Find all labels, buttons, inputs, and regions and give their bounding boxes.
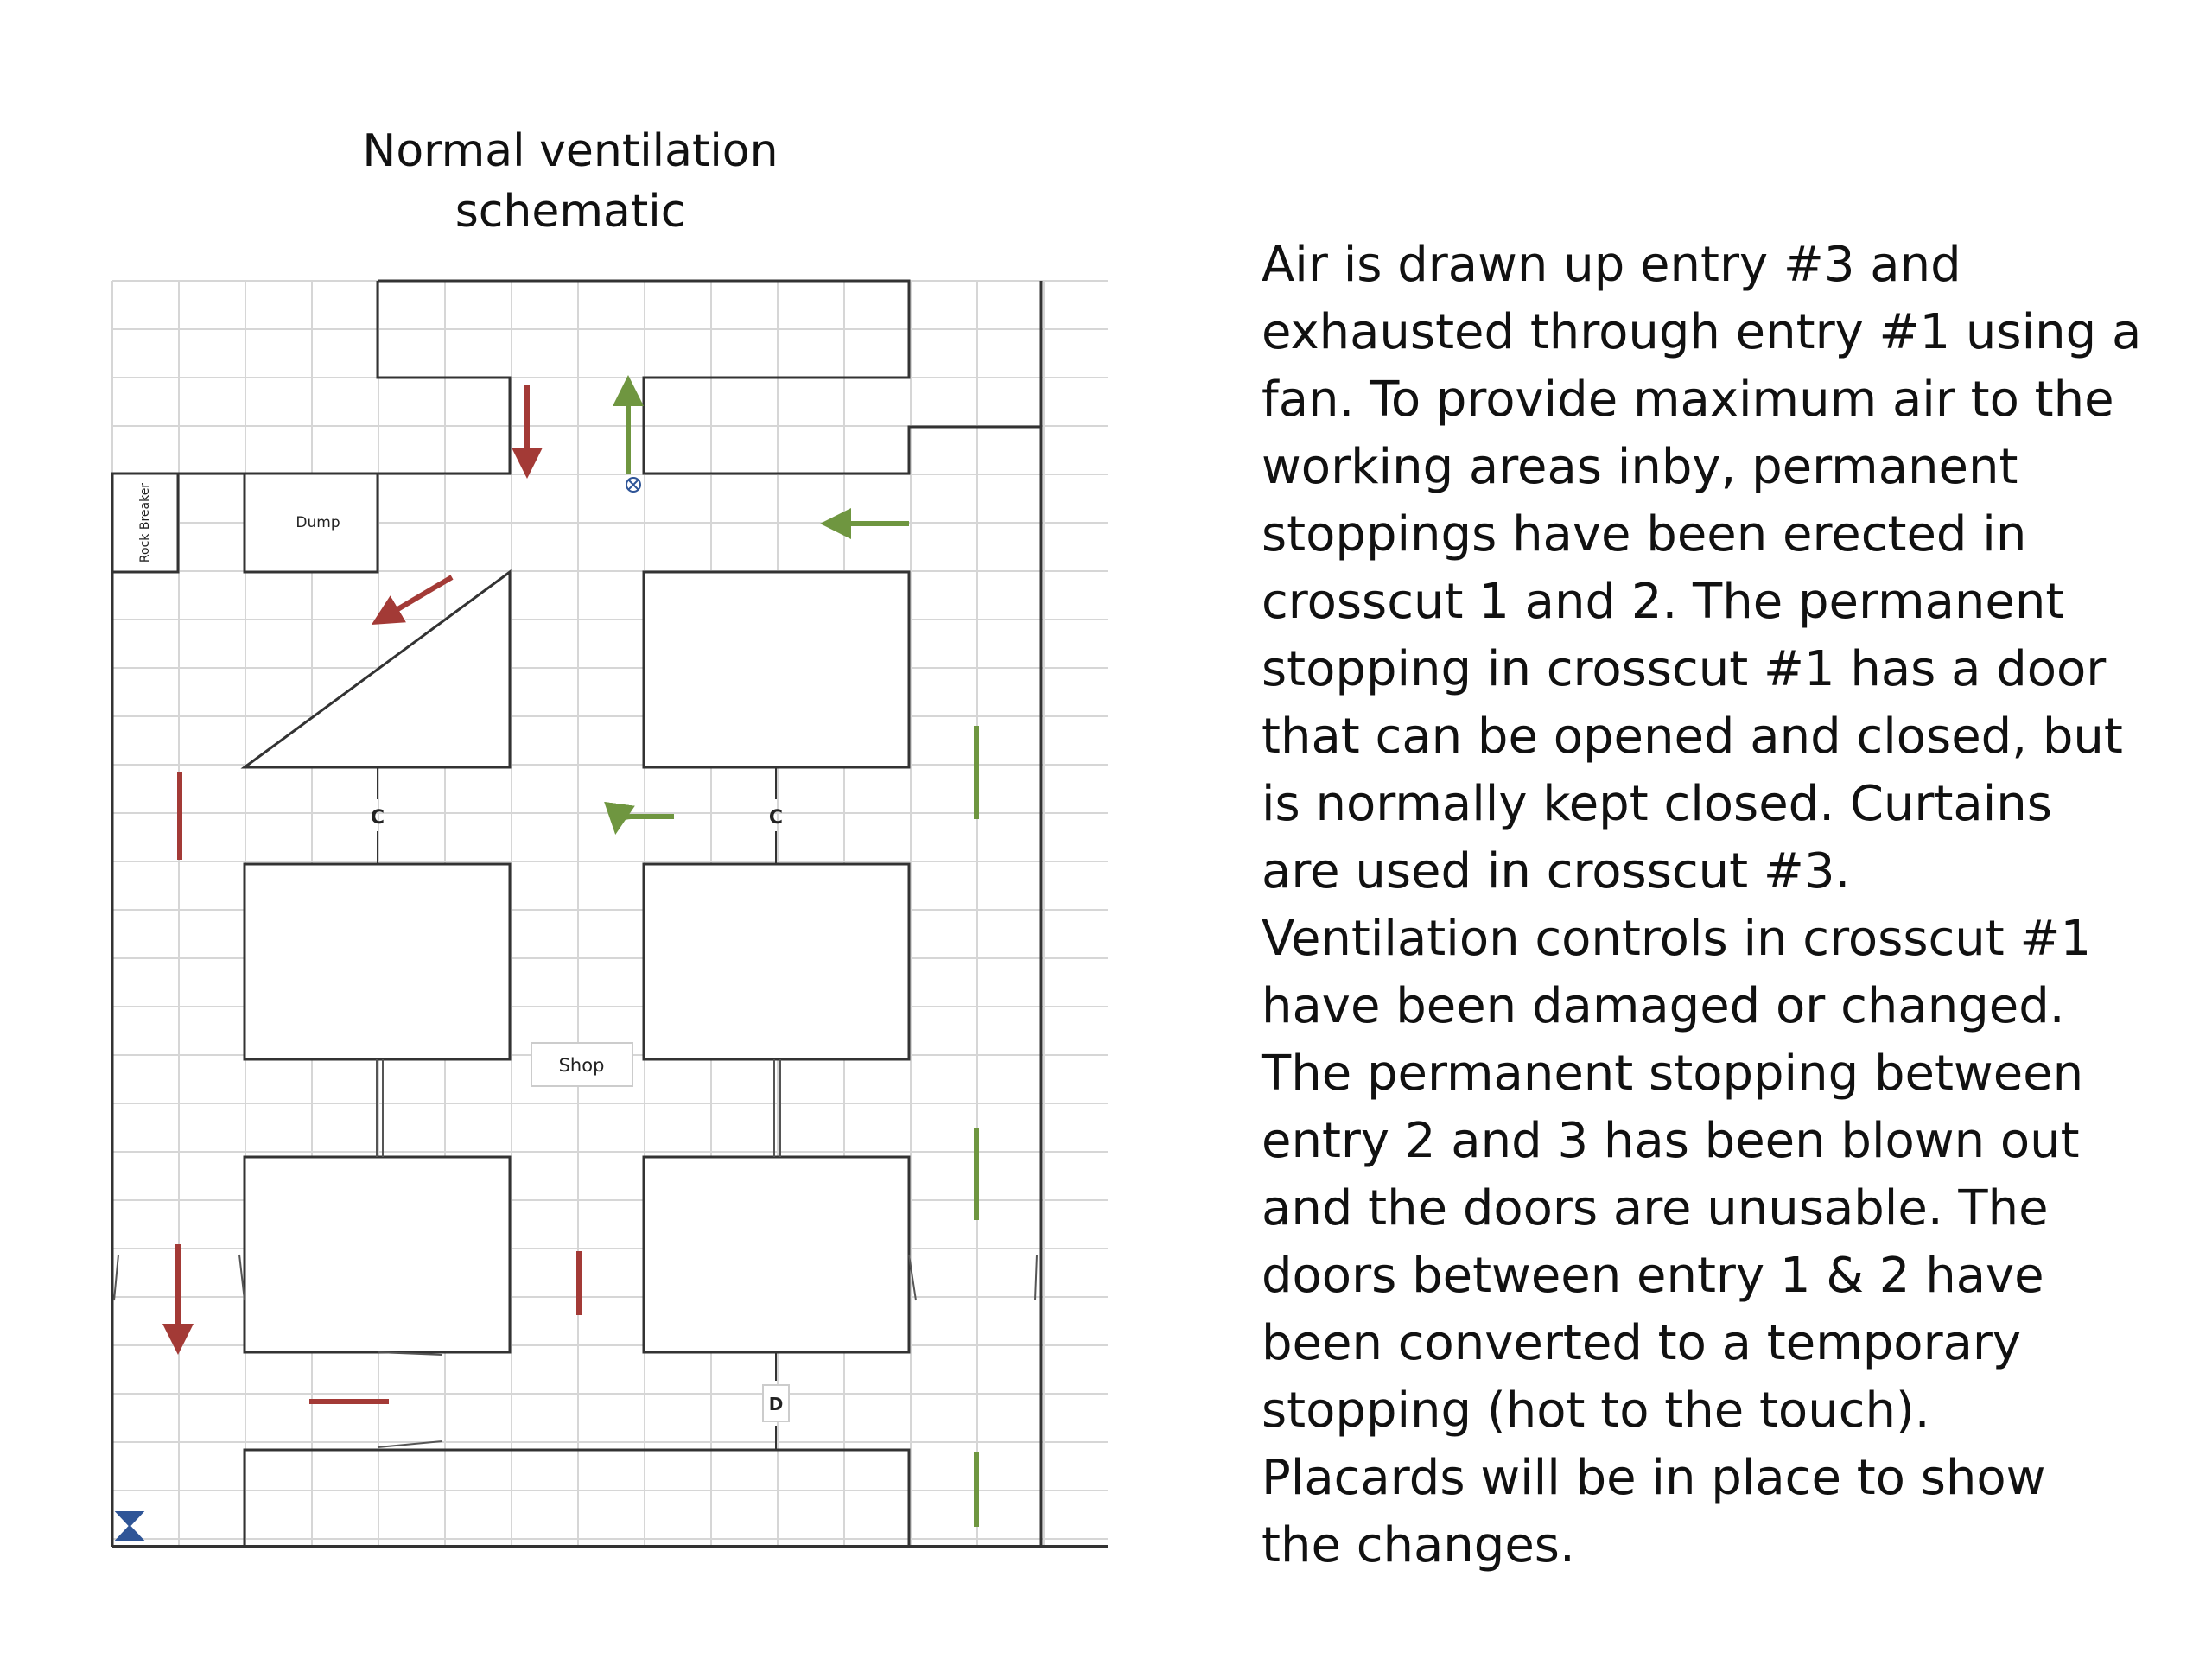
curtain-label-right: C	[768, 807, 784, 829]
return-arrow-diagonal	[376, 577, 452, 622]
pillar-lower-right	[644, 1157, 909, 1352]
description-line: The permanent stopping between	[1262, 1046, 2084, 1102]
description-text	[1262, 232, 2195, 1580]
door-label: D	[768, 1394, 784, 1414]
rock-breaker-label: Rock Breaker	[138, 482, 152, 563]
mine-structure	[112, 281, 1108, 1547]
description-line: crosscut 1 and 2. The permanent	[1262, 574, 2065, 630]
pillar-bottom	[245, 1450, 909, 1547]
title-line-2: schematic	[454, 186, 686, 238]
pillar-middle-left	[245, 864, 510, 1059]
description-line: and the doors are unusable. The	[1262, 1180, 2049, 1236]
description-line: Placards will be in place to show	[1262, 1450, 2046, 1506]
description-line: that can be opened and closed, but	[1262, 709, 2123, 765]
pillar-lower-left	[245, 1157, 510, 1352]
description-line: entry 2 and 3 has been blown out	[1262, 1113, 2080, 1169]
description-line: have been damaged or changed.	[1262, 978, 2065, 1034]
triangle-pillar	[245, 572, 510, 767]
description-line: been converted to a temporary	[1262, 1315, 2022, 1371]
description-line: stoppings have been erected in	[1262, 506, 2027, 563]
pillar-middle-right	[644, 864, 909, 1059]
curtain-label-left: C	[370, 807, 385, 829]
description-line: fan. To provide maximum air to the	[1262, 372, 2114, 428]
description-line: Ventilation controls in crosscut #1	[1262, 911, 2092, 967]
description-line: Air is drawn up entry #3 and	[1262, 237, 1961, 293]
regulator-icon	[626, 478, 640, 492]
description-line: stopping in crosscut #1 has a door	[1262, 641, 2107, 697]
description-line: is normally kept closed. Curtains	[1262, 776, 2052, 832]
description-line: stopping (hot to the touch).	[1262, 1382, 1930, 1439]
description-line: exhausted through entry #1 using a	[1262, 304, 2142, 360]
description-line: working areas inby, permanent	[1262, 439, 2018, 495]
shop-label: Shop	[558, 1055, 605, 1076]
title-line-1: Normal ventilation	[362, 125, 779, 177]
description-line: are used in crosscut #3.	[1262, 843, 1851, 899]
fan-icon	[117, 1512, 143, 1540]
pillar-upper-right	[644, 572, 909, 767]
dump-label: Dump	[296, 514, 340, 531]
description-line: doors between entry 1 & 2 have	[1262, 1248, 2044, 1304]
description-line: the changes.	[1262, 1517, 1575, 1573]
